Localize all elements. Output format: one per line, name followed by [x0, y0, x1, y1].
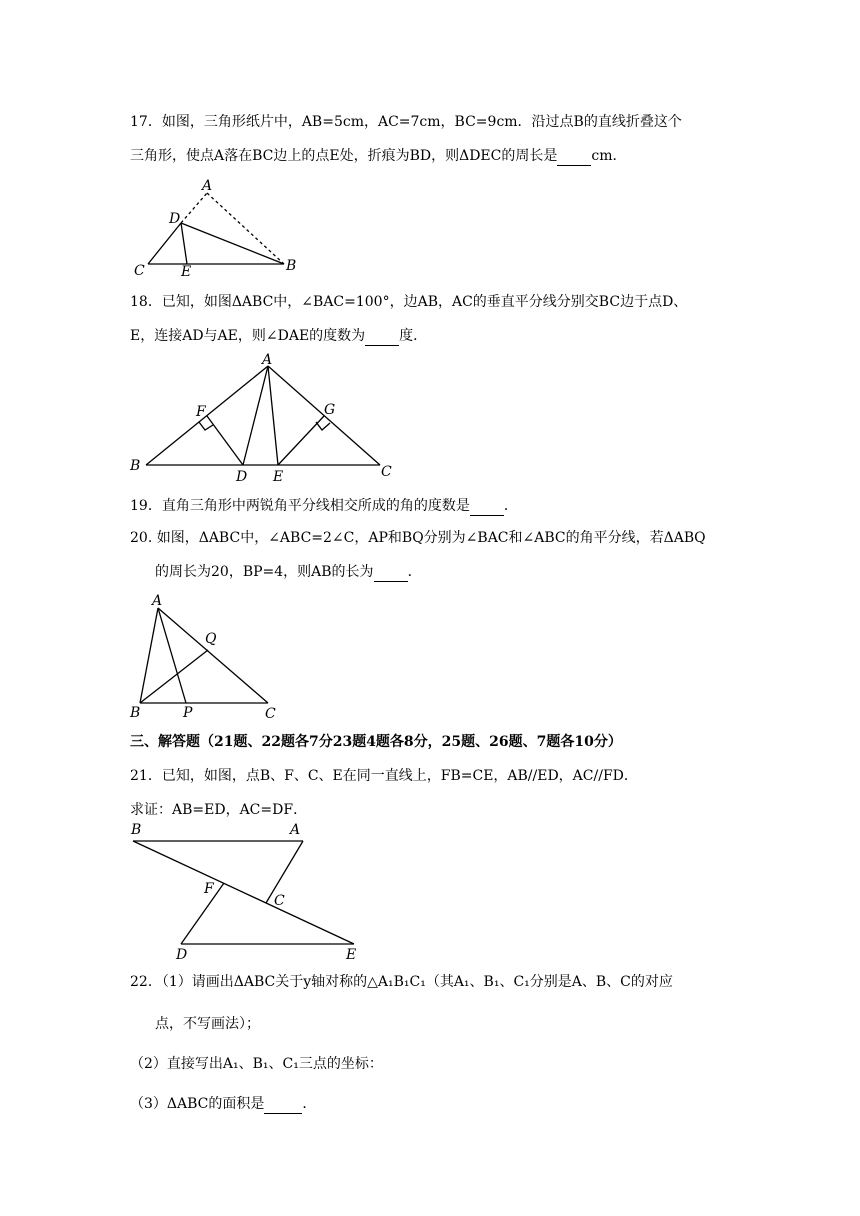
q20-label-P: P	[183, 705, 193, 721]
q18-label-C: C	[381, 464, 392, 480]
q20-line2-pre: 的周长为20，BP=4，则AB的长为	[155, 564, 374, 580]
q21-label-D: D	[176, 947, 188, 963]
q17-label-B: B	[286, 258, 297, 274]
q18-label-F: F	[196, 404, 206, 420]
q18-label-A: A	[262, 352, 273, 368]
q20-text-line1: 20. 如图，ΔABC中，∠ABC=2∠C，AP和BQ分别为∠BAC和∠ABC的角平分线，若ΔABQ	[130, 530, 706, 546]
q21-label-F: F	[204, 881, 214, 897]
q18-line2-post: 度．	[399, 328, 428, 344]
q21-label-C: C	[274, 893, 285, 909]
q19-text-pre: 19．直角三角形中两锐角平分线相交所成的角的度数是	[130, 498, 470, 514]
q18-label-E: E	[273, 469, 284, 485]
q17-label-D: D	[169, 211, 181, 227]
q21-label-A: A	[290, 822, 301, 838]
q21-label-E: E	[346, 947, 357, 963]
q21-text-line1: 21．已知，如图，点B、F、C、E在同一直线上，FB=CE，AB//ED，AC//FD．	[130, 768, 638, 784]
q18-label-G: G	[324, 402, 336, 418]
q20-label-A: A	[152, 593, 163, 609]
q21-label-B: B	[131, 822, 142, 838]
q17-text-line1: 17．如图，三角形纸片中，AB=5cm，AC=7cm，BC=9cm．沿过点B的直线折叠这个	[130, 114, 682, 130]
q22-text-line1: 22．（1）请画出ΔABC关于y轴对称的△A₁B₁C₁（其A₁、B₁、C₁分别是A、B、C的对应	[130, 974, 673, 990]
q22-line4-pre: （3）ΔABC的面积是	[130, 1096, 265, 1112]
q17-label-A: A	[202, 178, 213, 194]
q22-line4-post: ．	[302, 1096, 317, 1112]
q20-line2-post: ．	[407, 564, 422, 580]
q17-line2-post: cm．	[591, 148, 627, 164]
q18-label-B: B	[130, 458, 141, 474]
q20-label-C: C	[265, 706, 276, 722]
q22-text-line4	[130, 1094, 316, 1114]
q18-text-line1: 18．已知，如图ΔABC中，∠BAC=100°，边AB，AC的垂直平分线分别交BC边于点D、	[130, 294, 688, 310]
q17-label-C: C	[134, 263, 145, 279]
q18-label-D: D	[236, 469, 248, 485]
q19-text-post: ．	[503, 498, 518, 514]
q20-label-Q: Q	[205, 631, 217, 647]
q17-label-E: E	[181, 264, 192, 280]
q22-text-line2: 点，不写画法）；	[155, 1016, 260, 1032]
section3-heading: 三、解答题（21题、22题各7分23题4题各8分，25题、26题、7题各10分）	[130, 734, 622, 750]
q17-line2-pre: 三角形，使点A落在BC边上的点E处，折痕为BD，则ΔDEC的周长是	[130, 148, 558, 164]
q22-answer-blank[interactable]	[264, 1097, 302, 1114]
q18-line2-pre: E，连接AD与AE，则∠DAE的度数为	[130, 328, 366, 344]
q20-label-B: B	[130, 705, 141, 721]
q22-text-line3: （2）直接写出A₁、B₁、C₁三点的坐标：	[130, 1056, 383, 1072]
q21-text-line2: 求证：AB=ED，AC=DF．	[130, 802, 308, 818]
